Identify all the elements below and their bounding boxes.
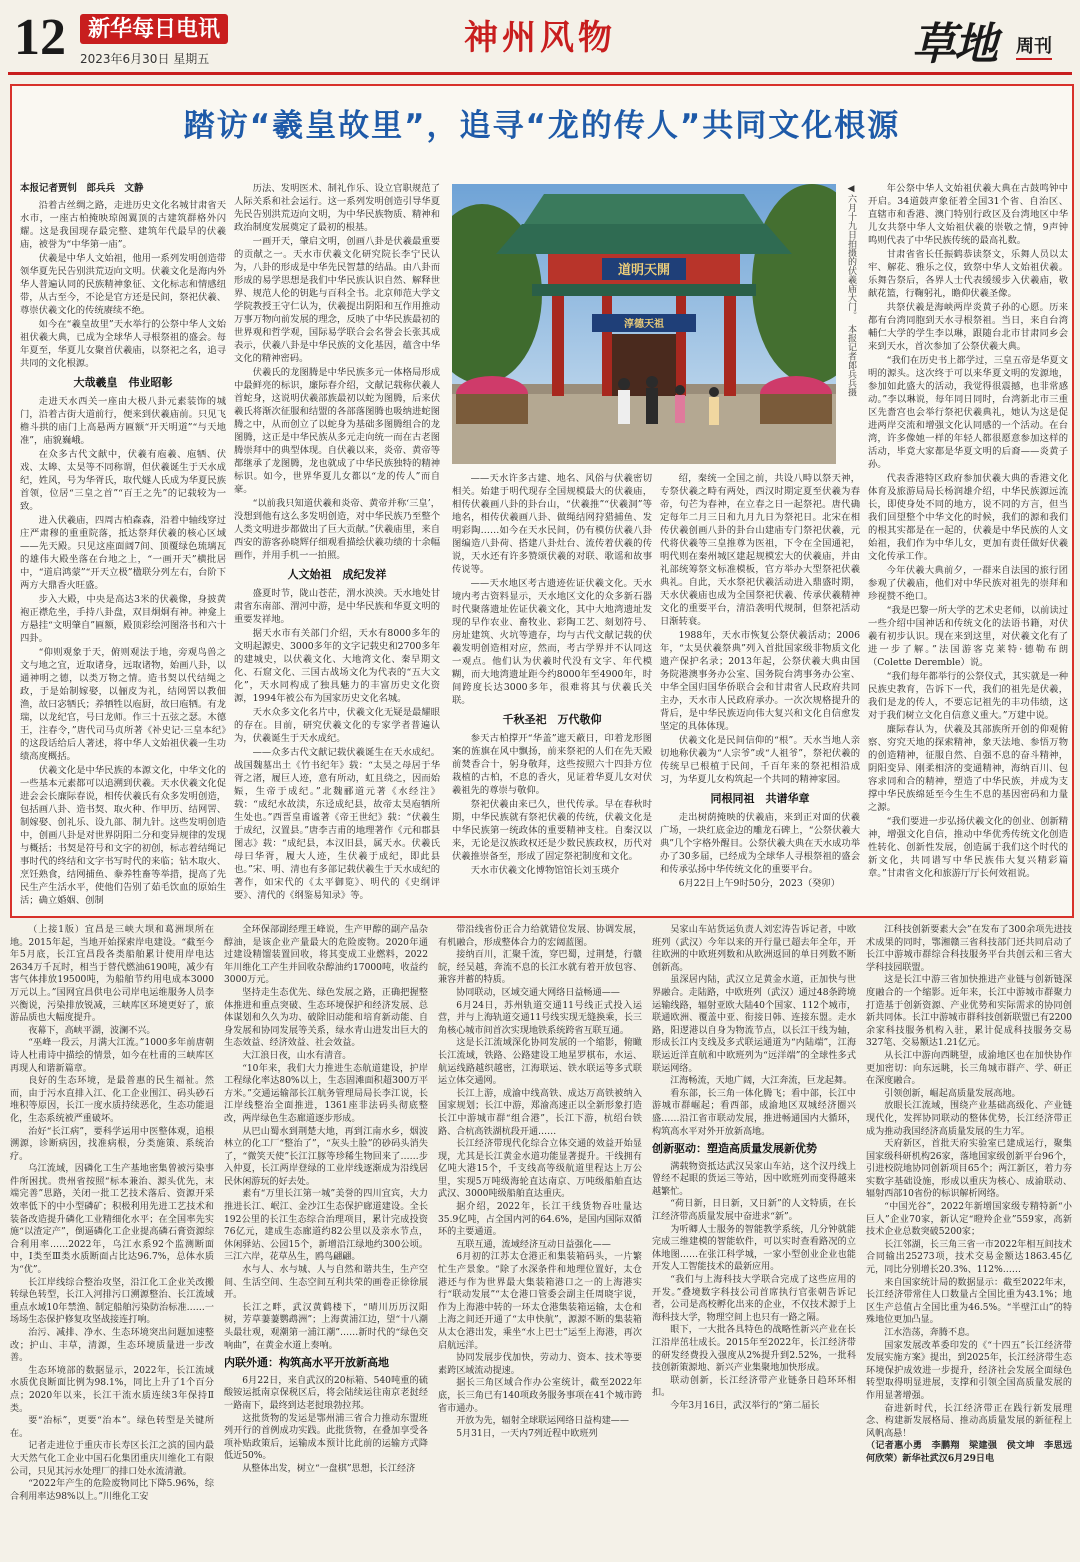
paragraph: 盛夏时节，陇山苍茫，渭水泱泱。天水地处甘肃省东南部、渭河中游，是中华民族和华夏文明的重要发祥地。 — [234, 588, 440, 625]
paragraph: 坚持走生态优先、绿色发展之路，正确把握整体推进和重点突破、生态环境保护和经济发展、总体谋划和久久为功、破除旧动能和培育新动能、自身发展和协同发展等关系，绿水青山进发出巨大的生态效益、经济效益、社会效益。 — [224, 987, 428, 1049]
paragraph: 江水浩荡，奔腾不息。 — [884, 1328, 976, 1338]
lower-subhead-a: 内联外通：构筑高水平开放新高地 — [224, 1356, 389, 1370]
paragraph: 眼下，一大批各具特色的战略性新兴产业在长江沿岸茁壮成长。2015年至2022年，长江经济带的研发经费投入强度从2%提升到2.52%，一批科技创新策源地、新兴产业集聚地加快形成。 — [652, 1325, 856, 1374]
paragraph: “我们要进一步弘扬伏羲文化的创业、创新精神，增强文化自信，推动中华优秀传统文化创造性转化、创新性发展，创造属于我们这个时代的新文化，共同谱写中华民族伟大复兴精彩篇章。”甘肃省文化和旅游厅厅长何效祖说。 — [868, 816, 1068, 879]
subhead-4: 同根同祖 共谱华章 — [710, 792, 810, 805]
paragraph: 看东部，长三角一体化腾飞；看中部，长江中游城市群崛起；看西部，成渝地区双城经济圈兴盛……沿江省市联动发展，推进畅通国内大循环，构筑高水平对外开放新高地。 — [652, 1088, 856, 1137]
lower-column-3 — [438, 924, 642, 1556]
paragraph: 协同发展步伐加快，劳动力、资本、技术等要素跨区域流动提速。 — [438, 1353, 642, 1376]
paragraph: 为听卿人士服务的智能教学系统，几分钟就能完成三维建模的智能软件，可以实时查看路况的立体地图……在张江科学城，一家小型创业企业也能开发人工智能技术的最新应用。 — [652, 1224, 856, 1273]
column-4b-paragraphs — [660, 811, 860, 890]
paragraph: “中国光谷”，2022年新增国家级专精特新“小巨人”企业70家，新认定“瞪羚企业”559家，高新技术企业总数突破5200家； — [866, 1202, 1072, 1238]
paragraph: 一画开天，肇启文明，创画八卦是伏羲最重要的贡献之一。天水市伏羲文化研究院长李宁民认为，八卦的形成是中华先民智慧的结晶。由八卦而形成的易学思想是我们中华民族认识自然、解释世界、规范人伦的钥匙与百科全书。北京师范大学文学院教授王守仁认为，伏羲提出阴阳和互作用推动万事万物向前发展的理念，反映了中华民族最初的世界观和哲学观，国际易学联合会名誉会长张其成表示，伏羲八卦是中华民族的文化基因，蕴含中华文化的精神密码。 — [234, 236, 440, 364]
paragraph: ——众多古代文献记载伏羲诞生在天水成纪。战国魏墓出土《竹书纪年》载：“太昊之母居于华胥之渚，履巨人迹，意有所动，虹且绕之，因而始娠，生帝于成纪。”北魏郦道元著《水经注》载：“成纪水故渎，东迳成纪县，故帝太昊庖牺所生处也。”西晋皇甫谧著《帝王世纪》载：“伏羲生于成纪，汉置县。”唐李吉甫的地理著作《元和郡县图志》载：“成纪县，本汉旧县，属天水。伏羲氏母曰华胥，履大人迹，生伏羲于成纪，即此县也。”宋、明、清也有多部记载伏羲生于天水成纪的著作，如宋代的《太平御览》、明代的《史纲评要》、清代的《纲鉴易知录》等。 — [234, 747, 440, 901]
article-column-5 — [868, 182, 1068, 912]
paragraph: 1988年，天水市恢复公祭伏羲活动；2006年，“太昊伏羲祭典”列入首批国家级非物质文化遗产保护名录；2013年起，公祭伏羲大典由国务院港澳事务办公室、国务院台湾事务办公室、中华全国归国华侨联合会和甘肃省人民政府共同主办，天水市人民政府承办。一次次规格提升的背后，是中华民族迈向伟大复兴和文化自信愈发坚定的具体体现。 — [660, 630, 860, 732]
column-3-paragraphs — [452, 472, 652, 707]
paragraph: “以前我只知道伏羲和炎帝、黄帝并称‘三皇’，没想到他有这么多发明创造，对中华民族乃至整个人类文明进步都做出了巨大贡献。”伏羲庙里，来自西安的游客孙晓辉仔细观看描绘伏羲功绩的十余幅画作，并用手机一一拍照。 — [234, 498, 440, 561]
paragraph: 江海畅流，天地广阔，大江奔流，巨龙起舞。 — [670, 1076, 853, 1087]
column-1-paragraphs — [20, 199, 226, 370]
plaque-bottom-text: 淳德天祖 — [624, 319, 664, 330]
masthead — [0, 0, 1080, 78]
paragraph: 吴家山车站货运负责人刘宏涛告诉记者，中欧班列（武汉）今年以来的开行量已超去年全年，开往欧洲的中欧班列数和从欧洲返回的单日列数不断创新高。 — [652, 925, 856, 973]
paragraph: 素有“万里长江第一城”美誉的四川宜宾，大力推进长江、岷江、金沙江生态保护廊道建设。全长192公里的长江生态综合治理项目，累计完成投资76亿元，建成生态廊道约82公里以及亲水节点，休闲驿站、公园15个，新增沿江绿地约300公顷。三江六岸，花草丛生，鸥鸟翩翩。 — [224, 1189, 428, 1263]
paragraph: 满载物资抵达武汉吴家山车站，这个汉丹线上曾经不起眼的货运三等站，因中欧班列而变得越来越繁忙。 — [652, 1161, 856, 1197]
reporter-credit: （记者惠小勇 李鹏翔 梁建强 侯文坤 李思远 何欣荣）新华社武汉6月29日电 — [866, 1440, 1072, 1464]
paragraph: “我们每年都举行的公祭仪式，其实就是一种民族史教育，告诉下一代，我们的祖先是伏羲，我们是龙的传人，不要忘记祖先的丰功伟绩，这对于我们树立文化自信意义重大。”万建中说。 — [868, 671, 1068, 721]
paragraph: 长江岸线综合整治攻坚，沿江化工企业关改搬转绿色转型，长江入河排污口溯源整治、长江流域重点水域10年禁渔、制定船舶污染防治标准……一场场生态保护修复攻坚战接连打响。 — [10, 1277, 214, 1326]
paragraph: 国家发展改革委印发的《“十四五”长江经济带发展实施方案》提出，到2025年，长江经济带生态环境保护成效进一步提升，经济社会发展全面绿色转型取得明显进展，支撑和引领全国高质量发展的作用显著增强。 — [866, 1340, 1072, 1401]
paragraph: 大江浪日夜，山水有清音。 — [242, 1050, 352, 1061]
paragraph: 开放为先，辐射全球联运网络日益构建—— — [456, 1416, 629, 1427]
page-number: 12 — [14, 9, 66, 66]
paragraph: 年公祭中华人文始祖伏羲大典在古鼓鸣钟中开启。34道鼓声象征着全国31个省、自治区、直辖市和香港、澳门特别行政区及台湾地区中华儿女共祭中华人文始祖伏羲的崇敬之情，9声钟鸣则代表了中华民族传统的最高礼数。 — [868, 183, 1068, 246]
paragraph: 据长三角区域合作办公室统计，截至2022年底，长三角已有140项政务服务事项在41个城市跨省市通办。 — [438, 1378, 642, 1414]
paragraph: 天府新区，首批天府实验室已建成运行，聚集国家级科研机构26家，落地国家级创新平台96个，引进校院地协同创新项目65个；两江新区，着力夯实数字基础设施，形成以重庆为核心、成渝联动、辐射西部10省份的标识解析网络。 — [866, 1139, 1072, 1200]
subhead-3: 千秋圣祀 万代敬仰 — [502, 713, 602, 726]
paragraph: 虽深居内陆，武汉立足黄金水道，正加快与世界融合。走陆路，中欧班列（武汉）通过48条跨境运输线路，辐射亚欧大陆40个国家、112个城市，联通欧洲、覆盖中亚、衔接日韩、连接东盟。走水路，阳逻港以自身为物流节点，以长江干线为轴，形成长江内支线及多式联运通道为“内陆端”，江海联运近洋直航和中欧班列为“远洋端”的全球性多式联运网络。 — [652, 975, 856, 1074]
column-3b-paragraphs — [452, 732, 652, 877]
column-4-paragraphs — [660, 472, 860, 786]
paragraph: 伏羲氏的龙图腾是中华民族多元一体格局形成中最鲜亮的标识，廉际春介绍，文献记载称伏羲人首蛇身，这说明伏羲部族最初以蛇为图腾，后来伏羲氏将渐次征服和结盟的各部落图腾也吸纳进蛇图腾之中，从而创立了以蛇身为基础多图腾组合的龙图腾，这正是中华民族从多元走向统一而在古老图腾崇拜中的典型体现。自伏羲以来，炎帝、黄帝等都继承了龙图腾，龙也就成了中华民族独特的精神标识。如今，世界华夏儿女都以“龙的传人”而自豪。 — [234, 367, 440, 495]
paragraph: 伏羲是中华人文始祖，他用一系列发明创造带领华夏先民告别洪荒迈向文明。伏羲文化是海内外华人普遍认同的民族精神象征、文化标志和情感纽带，从古至今，不论是官方还是民间，祭祀伏羲、尊崇伏羲文化的传统赓续不绝。 — [20, 253, 226, 316]
paragraph: 从长江中游向西眺望，成渝地区也在加快协作更加密切：向东远眺，长三角城市群产、学、研正在深度融合。 — [866, 1050, 1072, 1087]
paragraph: 共祭伏羲是海峡两岸炎黄子孙的心愿。历来都有台湾同胞到天水寻根祭祖。当日，来自台湾輔仁大学的学生李以琳，跟随台北市甘肃同乡会来到天水，首次参加了公祭伏羲大典。 — [868, 302, 1068, 352]
lower-column-1-paragraphs — [10, 924, 214, 1503]
paragraph: 伏羲文化是中华民族的本源文化，中华文化的一些基本元素都可以追溯到伏羲。天水伏羲文化促进会会长廉际春说，相传伏羲氏有众多发明创造，包括画八卦、造书契、取火种、作甲历、结网罟、制嫁娶、创礼乐、设九部、制九针。这些发明创造中，创画八卦是对世界阴阳二分和变异规律的发现与概括；书契是符号和文字的初创，标志着结绳记事时代的终结和文字书写时代的来临；钻木取火、烹饪熟食，结网捕鱼、豢养牲畜等举措，提高了先民生产生活水平，使他们告别了茹毛饮血的原始生活；确立婚姻、创制 — [20, 765, 226, 906]
plaque-top-text: 道明天開 — [617, 263, 671, 278]
paragraph: （上接1版）宜昌是三峡大坝和葛洲坝所在地。2015年起，当地开始探索岸电建设。“截至今年5月底，长江宜昌段各类船舶累计使用岸电达2634万千瓦时，相当于替代燃油6190吨，减少有害气体排放19500吨，为船舶节约用电成本3000万元以上。”国网宜昌供电公司岸电运维服务人员李兴衡说，污染排放锐减，三峡库区环境更好了，旅游品质也大幅度提升。 — [10, 925, 214, 1024]
paragraph: 来自国家统计局的数据显示：截至2022年末，长江经济带常住人口数量占全国比重为43.1%；地区生产总值占全国比重为46.5%。“半壁江山”的特殊地位更加凸显。 — [866, 1277, 1072, 1326]
paragraph: 生态环境部的数据显示，2022年，长江流域水质优良断面比例为98.1%，同比上升了1个百分点；2020年以来，长江干流水质连续3年保持Ⅱ类。 — [10, 1365, 214, 1414]
lower-subhead-b: 创新驱动：塑造高质量发展新优势 — [652, 1142, 817, 1156]
paragraph: 参天古柏撑开“华盖”遮天蔽日，印着龙形图案的旌旗在风中飘扬，前来祭祀的人们在先天殿前焚香合十，躬身敬拜，这些按照六十四卦方位栽植的古柏，不息的香火，见证着华夏儿女对伏羲祖先的尊崇与敬仰。 — [452, 733, 652, 796]
lower-column-5-paragraphs — [866, 924, 1072, 1440]
paragraph: 据介绍，2022年，长江干线货物吞吐量达35.9亿吨，占全国内河的64.6%，是国内国际双循环的主要通道。 — [438, 1202, 642, 1238]
paragraph: 伏羲文化是民间信仰的“根”。天水当地人亲切地称伏羲为“人宗爷”或“人祖爷”，祭祀伏羲的传统早已根植于民间，千百年来的祭祀相沿成习，为华夏儿女构筑起一个共同的精神家园。 — [660, 735, 860, 785]
paragraph: 走进天水西关一座由大极八卦元素装饰的城门，沿着古街大道前行，便来到伏羲庙前。只见飞檐斗拱的庙门上高悬两方匾额“开天明道”“与天地准”，庙貌巍峨。 — [20, 396, 226, 446]
paragraph: 记者走进位于重庆市长寿区长江之滨的国内最大天然气化工企业中国石化集团重庆川维化工有限公司，只见其污水处理厂的排口处水流清澈。 — [10, 1441, 214, 1477]
paragraph: 带沿线省份正合力给就错位发展、协调发展，有机融合，形成整体合力的宏阔蓝图。 — [438, 925, 642, 948]
lower-column-2-paragraphs — [224, 924, 428, 1352]
paragraph: 5月31日，一天内7列近程中欧班列 — [456, 1428, 598, 1439]
paragraph: 历法、发明医术、制礼作乐、设立官职规范了人际关系和社会运行。这一系列发明创造引导华夏先民告别洪荒迈向文明，为中华民族物质、精神和政治制度发展奠定了最初的根基。 — [234, 183, 440, 233]
column-2b-paragraphs — [234, 587, 440, 902]
lower-column-2 — [224, 924, 428, 1556]
column-5-paragraphs — [868, 182, 1068, 880]
paragraph: 奋进新时代，长江经济带正在践行新发展理念、构建新发展格局、推动高质量发展的新征程上风帆高悬！ — [866, 1403, 1072, 1439]
paragraph: 6月22日，来自武汉的20标箱、540吨重的硫酸铵运抵南京保税区后，将会陆续运往南京老挝经一路南下，最终到达老挝琅勃拉邦。 — [224, 1375, 428, 1411]
subhead-1: 大哉羲皇 伟业昭彰 — [73, 376, 173, 389]
lower-column-2b-paragraphs — [224, 1375, 428, 1476]
paragraph: 接纳百川，汇聚千流，穿巴蜀，过荆楚，行赣皖，经吴越，奔流不息的长江水就有着开放包容、兼容并蓄的特质。 — [438, 950, 642, 986]
paragraph: 从整体出发，树立“一盘棋”思想，长江经济 — [242, 1463, 416, 1474]
article-column-1 — [20, 182, 226, 912]
article-column-2 — [234, 182, 440, 912]
paper-name: 新华每日电讯 — [80, 14, 228, 44]
paragraph: 协同联动，区域交通大网络日益畅通—— — [456, 987, 620, 998]
paragraph: 6月24日，苏州轨道交通11号线正式投入运营，并与上海轨道交通11号线实现无缝换乘，长三角核心城市间首次实现地铁系统跨省互联互通。 — [438, 1000, 642, 1036]
byline: 本报记者贾钊 郎兵兵 文静 — [20, 183, 144, 194]
paragraph: 这是长江流域深化协同发展的一个缩影，俯瞰长江流域，铁路、公路建设工地星罗棋布，水运、航运线路越织越密，江海联运、铁水联运等多式联运立体交通网。 — [438, 1038, 642, 1087]
paragraph: 祭祀伏羲由来已久，世代传承。早在春秋时期，中华民族就有祭祀伏羲的传统，伏羲文化是中华民族第一统政体的重要精神支柱。自秦汉以来，无论是汉族政权还是少数民族政权，历代对伏羲推崇备至，形成了固定祭祀制度和文化。 — [452, 799, 652, 862]
paragraph: “我们在历史书上都学过，三皇五帝是华夏文明的源头。这次终于可以来华夏文明的发源地，参加如此盛大的活动，我觉得很震撼，也非常感动。”李以琳说，每年同日同时，台湾新北市三重区先嗇宫也会举行祭祀伏羲典礼，她认为这是促进两岸交流和增强文化认同感的一个活动。在台湾，许多像她一样的年轻人都很愿意参加这样的活动，毕竟大家都是华夏文明的后裔——炎黄子孙。 — [868, 355, 1068, 470]
continued-article — [8, 924, 1074, 1560]
paragraph: 治污、减排、净水、生态环境突出问题加速整改；护山、丰草，清源，生态环境质量进一步改善。 — [10, 1328, 214, 1364]
paragraph: 在众多古代文献中，伏羲有庖羲、庖牺、伏戏、太皞、太昊等不同称谓，但伏羲诞生于天水成纪，姓风，号为华胥氏，取代燧人氏成为华夏民族首领，位居“三皇之首”“百王之先”的记载较为一致。 — [20, 449, 226, 512]
paragraph: 如今在“羲皇故里”天水举行的公祭中华人文始祖伏羲大典，已成为全球华人寻根祭祖的盛会。每年夏至，华夏儿女聚首伏羲庙，以祭祀之名，追寻共同的文化根源。 — [20, 319, 226, 369]
paragraph: “荷日新，日日新，又日新”的人文特质，在长江经济带高质量发展中奋进求“新”。 — [652, 1199, 856, 1223]
temple-gate-photo — [452, 184, 836, 464]
paragraph: 放眼长江流域，围绕产业基础高级化、产业链现代化，发挥协同联动的整体优势，长江经济带正成为推动我国经济高质量发展的生力军。 — [866, 1101, 1072, 1137]
subhead-2: 人文始祖 成纪发祥 — [287, 568, 387, 581]
paragraph: “2022年产生的危险废物同比下降5.96%，综合利用率达98%以上。”川维化工安 — [10, 1479, 214, 1502]
paragraph: 引领创新，崛起高质量发展高地。 — [884, 1088, 1021, 1099]
paragraph: 治好“长江病”，要科学运用中医整体观，追根溯源，诊断病因，找准病根，分类施策、系统治疗。 — [10, 1126, 214, 1162]
feature-article — [10, 84, 1074, 918]
paragraph: 绍，秦统一全国之前，共设八畤以祭天神，专祭伏羲之畤有两处，西汉时期定夏至伏羲为春帝，句芒为春神，在立春之日一起祭祀。唐代确定每年二月三日和九月九日为祭祀日。北宋在相传伏羲创画八卦的卦台山建庙专门祭祀伏羲，元代将伏羲等三皇推尊为医祖，下令在全国通祀，明代则在秦州城区建起规模宏大的伏羲庙，并由礼部统筹祭文标准模板，官方举办大型祭祀伏羲典礼。自此，天水祭祀伏羲活动进入鼎盛时期，天水伏羲庙也成为全国祭祀伏羲、传承伏羲精神文化的重要平台，清沿袭明代规制，但祭祀活动日渐转衰。 — [660, 473, 860, 627]
temple-gate-illustration — [452, 184, 836, 464]
paragraph: ——天水许多古建、地名、风俗与伏羲密切相关。始建于明代现存全国规模最大的伏羲庙，相传伏羲画八卦的卦台山，“伏羲推”“伏羲洞”等地名，相传伏羲画八卦、做绳结网狩猎捕鱼、发明彩陶……如今在天水民间，仍有模仿伏羲八卦图编造八卦荷、搭建八卦灶台、流传着伏羲的传说，天水还有许多赞颂伏羲的对联、歌谣和故事传说等。 — [452, 473, 652, 575]
paragraph: 天水众多文化名片中，伏羲文化无疑是最耀眼的存在。目前，研究伏羲文化的专家学者普遍认为，伏羲诞生于天水成纪。 — [234, 707, 440, 744]
paragraph: “仰则观象于天，俯则观法于地，旁观鸟兽之文与地之宜，近取诸身，远取诸物，始画八卦，以通神明之德，以类万物之情。造书契以代结绳之政，于是始制嫁娶，以俪皮为礼，结网罟以教佃渔，故曰宓牺氏；养牺牲以庖厨，故曰庖牺。有龙瑞，以龙纪官，号曰龙师。作三十五弦之瑟。木德王，注春令，”唐代司马贞所著《补史记·三皇本纪》的这段话给后人著述，将中华人文始祖伏羲一生功绩高度概括。 — [20, 647, 226, 762]
paragraph: 这是长江中游三省加快推进产业链与创新链深度融合的一个缩影。近年来，长江中游城市群聚力打造基于创新资源、产业优势和实际需求的协同创新共同体。长江中游城市群科技创新联盟已有2200余家科技服务机构入驻，累计促成科技服务交易327笔、交易额达1.21亿元。 — [866, 975, 1072, 1049]
paragraph: 长江邻湖，长三角三省一市2022年相互间技术合同输出25273项，技术交易金额达1863.45亿元，同比分别增长20.3%、112%…… — [866, 1239, 1072, 1276]
paragraph: 据天水市有关部门介绍，天水有8000多年的文明起源史、3000多年的文字记载史和2700多年的建城史，以伏羲文化、大地湾文化、秦早期文化、石窟文化、三国古战场文化为代表的“五大文化”，天水同构成了独具魅力的丰富历史文化资源，1994年被公布为国家历史文化名城。 — [234, 628, 440, 704]
paragraph: 代表香港特区政府参加伏羲大典的香港文化体育及旅游局局长杨润雄介绍，中华民族源远流长，即使身处不同的地方，说不同的方言，但当我们回望整个中华文化的时候，我们的源和我们的根其实都是在一起的，伏羲是中华民族的人文始祖，我们作为中华儿女，更加有责任做好伏羲文化传承工作。 — [868, 473, 1068, 562]
paragraph: 廉际春认为，伏羲及其部族所开创的仰观俯察、穷究天地的探索精神，象天法地、参悟万物的创造精神，征服自然、自强不息的奋斗精神，阴阳变异、刚柔相济的变通精神，海纳百川、包容求同和合的精神，塑造了中华民族，并成为支撑中华民族绵延至今生生不息的基因密码和力量之源。 — [868, 724, 1068, 813]
paragraph: 长江经济带现代化综合立体交通的效益开始显现，尤其是长江黄金水道功能显著提升。干线拥有亿吨大港15个，千支线高等级航道里程达上万公里，实现5万吨级海轮直达南京、万吨级船舶直达武汉、3000吨级船舶直达重庆。 — [438, 1139, 642, 1200]
paragraph: 长江之畔，武汉黄鹤楼下，“晴川历历汉阳树，芳草萋萋鹦鹉洲”；上海黄浦江边，望“十八潮头最壮观，观潮第一浦江潮”……新时代的“绿色交响曲”，在黄金水道上奏响。 — [224, 1302, 428, 1351]
issue-date: 2023年6月30日 星期五 — [80, 52, 210, 66]
lower-column-5 — [866, 924, 1072, 1556]
column-2-paragraphs — [234, 182, 440, 562]
article-column-3 — [452, 472, 652, 912]
weekly-logo — [912, 8, 1072, 68]
paragraph: 长江上游，成渝中线高铁、成达万高铁被纳入国家规划；长江中游，郑渝高速正以全新形象打造长江中游城市群“组合港”，长江下游，杭绍台铁路、合杭高铁湖杭段开通…… — [438, 1088, 642, 1137]
paragraph: 从巴山蜀水到荆楚大地，再到江南水乡，烟波林立的化工厂“整治了”，“灰头土脸”的砂码头消失了，“微笑天使”长江江豚等珍稀生物回来了……步入仲夏，长江两岸登绿的工业岸线逐渐成为沿线居民休闲游玩的好去处。 — [224, 1126, 428, 1187]
paragraph: 联动创新，长江经济带产业链条日趋环环相扣。 — [652, 1375, 856, 1399]
paragraph: 天水市伏羲文化博物馆馆长刘玉瑛介 — [470, 865, 620, 876]
lower-column-1 — [10, 924, 214, 1556]
header-rule — [8, 72, 1072, 75]
paragraph: 水与人、水与城、人与自然和谐共生，生产空间、生活空间、生态空间互利共荣的画卷正徐徐展开。 — [224, 1265, 428, 1301]
paragraph: 进入伏羲庙，四周古柏森森，沿着中轴线穿过庄严肃穆的重重院落，抵达祭拜伏羲的核心区域——先天殿。只见这座面阔7间、顶覆绿色琉璃瓦的雄伟大殿坐落在台地之上，“一画开天”横批居中，“道启鸿蒙”“开天立极”楹联分列左右，台阶下两方大鼎香火旺盛。 — [20, 515, 226, 591]
paragraph: 江科技创新要素大会”在发布了300余项先进技术成果的同时，鄂湘赣三省科技部门还共同启动了长江中游城市群综合科技服务平台共创云和三省大学科技园联盟。 — [866, 925, 1072, 973]
weekly-label: 周刊 — [1016, 32, 1052, 60]
lower-column-4 — [652, 924, 856, 1556]
paragraph: 全环保部副经理王峰说，生产甲醇的副产品杂醇油，是该企业产量最大的危险废物。2020年通过建设精馏装置回收，将其变成工业燃料，2022年川维化工产生并回收杂醇油约17000吨，收益约3000万元。 — [224, 925, 428, 986]
paragraph: “我是巴黎一所大学的艺术史老师，以前读过一些介绍中国神话和传统文化的法语书籍，对伏羲有初步认识。现在来到这里，对伏羲文化有了进一步了解。”法国游客克莱特·德勒布朗（Colette Deremble）说。 — [868, 605, 1068, 668]
paragraph: 步入大殿，中央是高达3米的伏羲像，身披黄袍正襟危坐，手持八卦盘，双目炯炯有神。神龛上方悬挂“文明肇自”匾额，殿顶彩绘河图洛书和六十四卦。 — [20, 594, 226, 644]
weekly-logo-text: 草地 — [912, 19, 996, 70]
paragraph: 今年3月16日，武汉举行的“第二届长 — [670, 1400, 820, 1411]
paragraph: 良好的生态环境，是最普惠的民生福祉。然而，由于污水直排入江、化工企业围江、码头砂石堆积等原因，长江一度水质持续恶化，生态功能退化，生态系统被严重破坏。 — [10, 1076, 214, 1124]
lower-column-3-paragraphs — [438, 924, 642, 1440]
paragraph: “我们与上海科技大学联合完成了这些应用的开发。”叠境数字科技公司首席执行官张朝告诉记者，公司是高校孵化出来的企业，不仅技术源于上海科技大学，物理空间上也只有一路之隔。 — [652, 1275, 856, 1323]
section-title: 神州风物 — [464, 18, 616, 58]
paragraph: ——天水地区考古遗迹佐证伏羲文化。天水境内考古资料显示，天水地区文化的众多新石器时代聚落遗址佐证伏羲文化，其中大地湾遗址发现的早作农业、畜牧业、彩陶工艺、刻划符号、房址建筑、火坑等遗存，均与古代文献记载的伏羲发明创造相对应，然而，考古学界并不认同这一观点。他们认为伏羲时代没有文字、年代模糊，而大地湾遗址距今约8000年至4900年，时间跨度长达3000多年，很难将其与伏羲氏关联。 — [452, 578, 652, 706]
paragraph: 今年伏羲大典前夕，一群来自法国的旅行团参观了伏羲庙，他们对中华民族对祖先的崇拜和珍视赞不绝口。 — [868, 565, 1068, 602]
paragraph: 乌江流域，因磷化工生产基地密集曾被污染事件所困扰。贵州省按照“标本兼治、源头优先，末端完善”思路，关闭一批工艺技术落后、资源开采效率低下的中小型磷矿；积极利用先进工艺技术和装备改造提升磷化工业精细化水平；在全国率先实施“以渣定产”，倒逼磷化工企业提高磷石膏资源综合利用率……2022年，乌江水系92个监测断面中，Ⅰ类至Ⅲ类水质断面占比达96.7%，总体水质为“优”。 — [10, 1164, 214, 1276]
paragraph: 甘肃省省长任振鹤恭读祭文，乐舞人员以太牢、解花、雅乐之仪，致祭中华人文始祖伏羲。乐舞告祭后，各界人士代表缓缓步入伏羲庙，敬献花篮，行鞠躬礼，瞻仰伏羲圣像。 — [868, 249, 1068, 299]
paragraph: “巫峰一段云，月满大江流。”1000多年前唐朝诗人杜甫诗中描绘的情景，如今在杜甫的三峡库区再现人和谐新篇章。 — [10, 1038, 214, 1074]
lower-column-4-paragraphs — [652, 1161, 856, 1413]
paragraph: “10年来，我们大力推进生态航道建设，护岸工程绿化率达80%以上，生态固滩面积超300万平方米。”交通运输部长江航务管理局局长李江说，长江岸线整治全面推进，1361座非法码头彻底整改，两岸绿色生态廊道逐步形成。 — [224, 1063, 428, 1124]
paragraph: 要“治标”，更要“治本”。绿色转型是关键所在。 — [10, 1416, 214, 1439]
paragraph: 走出树荫掩映的伏羲庙，来到正对面的伏羲广场，一块红底金边的雕龙石碑上，“公祭伏羲大典”几个字格外醒目。公祭伏羲大典在天水成功举办了30多届，已经成为全球华人寻根祭祖的盛会和传承弘扬中华传统文化的重要平台。 — [660, 812, 860, 875]
paragraph: 这批货物的发运是鄂州浦三省合力推动东盟班列开行的首例成功实践。此批货物，在叠加享受各项补贴政策后，运输成本预计比此前的运输方式降低近50%。 — [224, 1413, 428, 1462]
photo-caption: ◀六月十九日拍摄的伏羲庙大门。 本报记者郎兵兵摄 — [846, 184, 856, 397]
paragraph: 6月22日上午9时50分，2023（癸卯） — [678, 878, 841, 889]
paragraph: 6月初的江苏太仓港正和集装箱码头，一片繁忙生产景象。“除了水深条件和地理位置好，太仓港还与作为世界最大集装箱港口之一的上海港实行“联动发展”“太仓港口管委会副主任周晓宇说，作为上海港中转的一环太仓港集装箱运输，太仓和上海之间还开通了“太申快航”，源源不断的集装箱从太仓港出发，乘坐“水上巴士”运至上海港，再次启航远洋。 — [438, 1252, 642, 1351]
article-column-4 — [660, 472, 860, 912]
lower-column-4top-paragraphs — [652, 924, 856, 1138]
paragraph: 沿着古丝绸之路，走进历史文化名城甘肃省天水市，一座古柏掩映琼阁翼顶的古建筑群格外闪耀。这是我国现存最完整、建筑年代最早的伏羲庙，被誉为“中华第一庙”。 — [20, 200, 226, 250]
column-1b-paragraphs — [20, 395, 226, 907]
paragraph: 互联互通，流域经济互动日益强化—— — [456, 1239, 611, 1250]
article-headline: 踏访“羲皇故里”，追寻“龙的传人”共同文化根源 — [183, 108, 901, 144]
paragraph: 夜幕下，高峡平湖，波澜不兴。 — [28, 1025, 156, 1036]
